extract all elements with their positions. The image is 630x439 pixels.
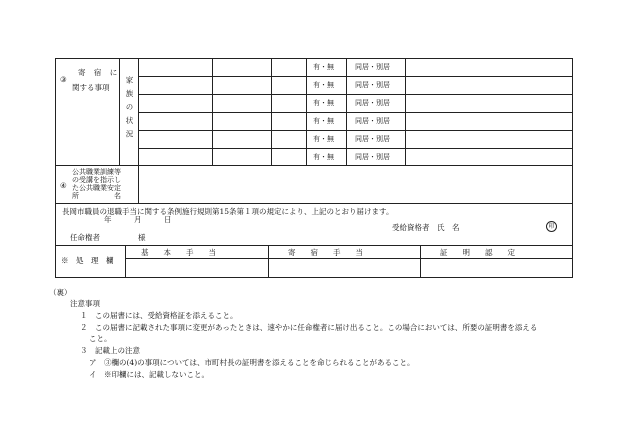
row3-label-line1: 寄 宿 に — [78, 68, 121, 77]
row3-hline-2 — [138, 94, 573, 95]
note-2: ２ この届書に記載された事項に変更があったときは、速やかに任命権者に届け出ること。この場合においては、所要の証明書を添える — [80, 323, 538, 332]
row4-label-divider — [138, 165, 139, 204]
processing-header-boarding-allowance: 寄 宿 手 当 — [288, 248, 363, 257]
table-border-right — [572, 58, 573, 258]
processing-col-divider-2 — [420, 245, 421, 278]
processing-bottom-border — [55, 277, 573, 278]
row4-bottom-border — [55, 203, 573, 204]
declaration-date: 年 月 日 — [104, 215, 172, 224]
yesno-cell: 有・無 — [313, 99, 334, 107]
processing-label: ※ 処 理 欄 — [61, 256, 114, 265]
row4-label-line: の受講を指示し — [72, 176, 121, 184]
row4-label-line: 所 名 — [72, 192, 121, 200]
row4-label-line: た公共職業安定 — [72, 184, 121, 192]
row3-hline-3 — [138, 112, 573, 113]
declaration-text: 長岡市職員の退職手当に関する条例施行規則第15条第１項の規定により、上記のとおり届けます。 — [62, 207, 394, 216]
processing-right-border — [572, 245, 573, 278]
row3-top-border — [55, 58, 573, 59]
notes-title: 注意事項 — [70, 299, 100, 308]
row3-hline-1 — [138, 76, 573, 77]
cohab-cell: 同居・別居 — [355, 135, 390, 143]
cohab-cell: 同居・別居 — [355, 153, 390, 161]
row4-number: ④ — [60, 181, 67, 190]
back-title: （裏） — [49, 288, 72, 297]
processing-header-certification: 証 明 認 定 — [440, 248, 515, 257]
note-3: ３ 記載上の注意 — [80, 346, 140, 355]
row3-bottom-border — [55, 165, 573, 166]
row3-hline-5 — [138, 148, 573, 149]
yesno-cell: 有・無 — [313, 81, 334, 89]
row3-label-line2: 関する事項 — [72, 83, 110, 92]
processing-header-line — [125, 258, 573, 259]
cohab-cell: 同居・別居 — [355, 99, 390, 107]
processing-col-divider-1 — [268, 245, 269, 278]
row3-number: ③ — [60, 75, 67, 84]
note-1: １ この届書には、受給資格証を添えること。 — [80, 311, 238, 320]
table-border-left — [55, 58, 56, 258]
processing-label-divider — [125, 245, 126, 278]
note-3b: イ ※印欄には、記載しないこと。 — [89, 370, 209, 379]
recipient-suffix: 様 — [138, 233, 146, 242]
cohab-cell: 同居・別居 — [355, 117, 390, 125]
processing-left-border — [55, 245, 56, 278]
yesno-cell: 有・無 — [313, 63, 334, 71]
cohab-cell: 同居・別居 — [355, 63, 390, 71]
row4-label-line: 公共職業訓練等 — [72, 168, 121, 176]
applicant-label: 受給資格者 氏 名 — [392, 223, 460, 232]
yesno-cell: 有・無 — [313, 153, 334, 161]
row3-sublabel-family-status: 家族の状況 — [125, 76, 134, 144]
note-3a: ア ③欄の(4)の事項については、市町村長の証明書を添えることを命じられることがあること。 — [89, 358, 415, 367]
note-2-continued: こと。 — [89, 334, 112, 343]
seal-mark: 印 — [546, 221, 557, 232]
yesno-cell: 有・無 — [313, 135, 334, 143]
yesno-cell: 有・無 — [313, 117, 334, 125]
processing-top-border — [55, 245, 573, 246]
row3-hline-4 — [138, 130, 573, 131]
processing-header-basic-allowance: 基 本 手 当 — [141, 248, 216, 257]
recipient-label: 任命権者 — [70, 233, 100, 242]
cohab-cell: 同居・別居 — [355, 81, 390, 89]
